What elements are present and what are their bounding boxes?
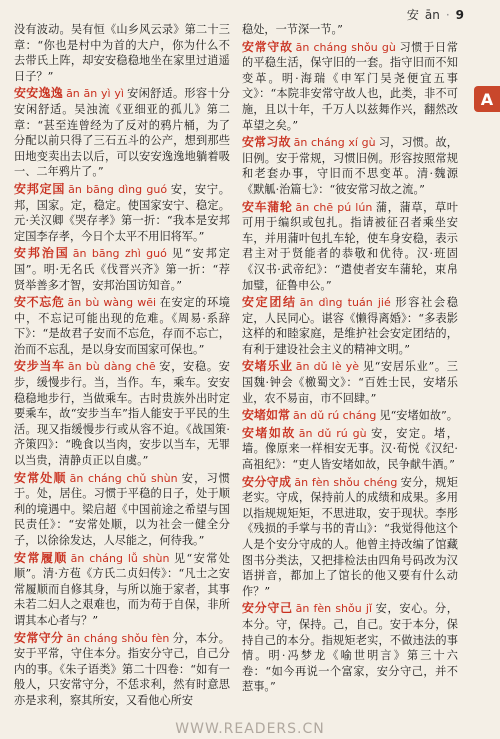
dictionary-entry [14,551,230,629]
header-hanzi: 安 [406,8,419,22]
entry-pinyin: ān cháng lǚ shùn [70,551,170,565]
entry-definition: 安，安稳。安步，缓慢步行。当，当作。车，乘车。安安稳稳地步行，当做乘车。古时贵族外出时定要乘车，故“安步当车”指人能安于平民的生活。现又指缓慢步行或从容不迫。《战国策·齐策四》：“晚食以当肉，安步以当车，无罪以当贵，清静贞正以自虞。” [14,360,230,468]
entry-headword: 安邦治国 [14,246,70,261]
entry-definition: 习，习惯。故，旧例。安于常规，习惯旧例。形容按照常规和老套办事，守旧而不思变革。清·魏源《默觚·治篇七》：“彼安常习故之流。” [242,136,458,196]
dictionary-entry [14,86,230,180]
dictionary-entry [14,246,230,293]
entry-headword: 安车蒲轮 [242,199,293,214]
entry-pinyin: ān bù wàng wēi [67,296,157,310]
entry-definition: 安，习惯于。处，居住。习惯于平稳的日子，处于顺利的境遇中。梁启超《中国前途之希望与国民责任》：“安常处顺，以为社会一健全分子，以徐徐发达，人尽能之，何待我。” [14,471,230,547]
entry-definition: 稳处，一节深一节。” [242,23,343,36]
left-column [14,22,230,722]
dictionary-entry [14,631,230,709]
site-watermark: WWW.READERS.CN [175,721,325,737]
entry-pinyin: ān cháng chǔ shùn [69,471,178,485]
entry-definition: 安闲舒适。形容十分安闲舒适。吴浊流《亚细亚的孤儿》第二章：“甚至连曾经为了反对的鸦片桶，为了分配以前只得了三石五斗的公产，想到那些田地变卖出去以后，可以安安逸逸地躺着吸一、二年鸦片了。” [14,87,230,179]
entry-pinyin: ān ān yì yì [66,87,124,101]
entry-headword: 安常习故 [242,135,291,150]
entry-definition: 习惯于日常的平稳生活，保守旧的一套。指守旧而不知变革。明·海瑞《申军门吴尧便宜五事文》：“本院非安常守故人也，此类，非不可施，且以十年，千万人以兹舞作兴，翻然改革望之矣。” [242,40,458,132]
entry-pinyin: ān dǔ rú gù [298,426,367,440]
entry-definition: 没有波动。吴有恒《山乡风云录》第二十三章：“你也是村中为首的大户，你为什么不去带氏上阵，却安安稳稳地坐在家里过逍遥日子？” [14,23,230,83]
dictionary-entry [14,295,230,357]
entry-definition: 见“安邦定国”。明·无名氏《伐晋兴齐》第一折：“荐贤举善多才智，安邦治国访知音。” [14,247,230,292]
entry-headword: 安分守己 [242,601,293,616]
entry-definition: 安分，规矩老实。守成，保持前人的成绩和成果。多用以指规规矩矩，不思进取，安于现状。李彤《残损的手掌与书的青山》：“我觉得他这个人是个安分守成的人。他曾主持改编了馆藏图书分类法，又把排检法由四角号码改为汉语拼音，都加上了馆长的他又要有什么动作？” [242,475,458,598]
entry-headword: 安堵如常 [242,408,291,423]
entry-headword: 安常守故 [242,39,293,54]
entry-headword: 安常处顺 [14,470,67,485]
entry-pinyin: ān cháng shǒu fèn [66,631,170,645]
entry-definition: 安，安心。分，本分。守，保持。己，自己。安于本分，保持自己的本分。指规矩老实，不做违法的事情。明·冯梦龙《喻世明言》第三十六卷：“如今再说一个富家，安分守己，并不惹事。” [242,602,458,694]
entry-headword: 安常守分 [14,630,64,645]
entry-headword: 安安逸逸 [14,86,64,101]
right-column [242,22,458,722]
dictionary-entry [242,22,458,38]
entry-definition: 在安定的环境中，不忘记可能出现的危难。《周易·系辞下》：“是故君子安而不忘危，存而不忘亡，治而不忘乱，是以身安而国家可保也。” [14,296,230,356]
header-pinyin: ān [424,8,440,22]
entry-pinyin: ān cháng shǒu gù [295,40,396,54]
entry-definition: 安，安宁。邦，国家。定，稳定。使国家安宁、稳定。元·关汉卿《哭存孝》第一折：“我本是安邦定国李存孝，今日个太平不用旧将军。” [14,182,230,243]
entry-pinyin: ān bù dàng chē [67,360,156,374]
entry-pinyin: ān dǔ rú cháng [293,409,377,423]
entry-pinyin: ān bāng dìng guó [68,182,168,196]
page-number: 9 [455,8,464,22]
header-separator: · [445,8,450,22]
entry-definition: 见“安居乐业”。三国魏·钟会《檄蜀文》：“百姓士民，安堵乐业，农不易亩，市不回肆。” [242,360,458,405]
dictionary-entry [242,359,458,406]
dictionary-entry [242,135,458,197]
entry-headword: 安分守成 [242,474,292,489]
entry-headword: 安步当车 [14,359,65,374]
dictionary-entry [242,408,458,424]
entry-definition: 形容社会稳定，人民同心。谌容《懒得离婚》：“多表影这样的和睦家庭，是维护社会安定团结的，有利于建设社会主义的精神文明。” [242,296,458,356]
entry-headword: 安不忘危 [14,295,65,310]
entry-pinyin: ān dìng tuán jié [299,296,391,310]
entry-pinyin: ān dǔ lè yè [295,360,360,374]
dictionary-entry [242,200,458,294]
entry-headword: 安常履顺 [14,550,68,565]
alphabet-thumb-tab: A [474,86,500,112]
entry-headword: 安堵如故 [242,425,296,440]
dictionary-entry [14,22,230,84]
entry-definition: 蒲，蒲草，草叶可用于编织或包扎。指请被征召者乘坐安车，并用蒲叶包扎车轮，使车身安稳，表示君主对于贤能者的恭敬和优待。汉·班固《汉书·武帝纪》：“遣使者安车蒲轮，束帛加璧，征鲁申公。” [242,200,458,292]
running-header [407,6,464,23]
dictionary-entry [242,426,458,473]
entry-definition: 见“安堵如故”。 [379,409,458,423]
entry-pinyin: ān fèn shǒu jǐ [295,602,372,616]
entry-pinyin: ān chē pú lún [295,200,373,214]
dictionary-entry [14,359,230,468]
entry-pinyin: ān fèn shǒu chéng [294,475,398,489]
entry-headword: 安邦定国 [14,181,66,196]
entry-headword: 安堵乐业 [242,359,293,374]
entry-pinyin: ān cháng xí gù [293,136,376,150]
dictionary-entry [14,471,230,549]
entry-headword: 安定团结 [242,295,297,310]
dictionary-entry [242,475,458,600]
dictionary-entry [242,601,458,695]
entry-pinyin: ān bāng zhì guó [72,247,167,261]
dictionary-entry [14,182,230,244]
entry-definition: 安，安定。堵，墙。像原来一样相安无事。汉·荀悦《汉纪·高祖纪》：“吏人皆安堵如故，民争献牛酒。” [242,426,458,472]
dictionary-entry [242,40,458,134]
entry-definition: 见“安常处顺”。清·方苞《方氏二贞妇传》：“凡士之安常履顺而自修其身，与所以施于家者，其事未若二妇人之艰难也，而为苟于自保，非所谓其本心者与？” [14,551,230,627]
dictionary-entry [242,295,458,357]
entry-definition: 分，本分。安于平常，守住本分。指安分守己，自己分内的事。《朱子语类》第二十四卷：“如有一般人，只安常守分，不恁求利，然有时意思亦是求利，察其所安，又看他心所安 [14,631,230,707]
entry-columns [14,22,458,722]
